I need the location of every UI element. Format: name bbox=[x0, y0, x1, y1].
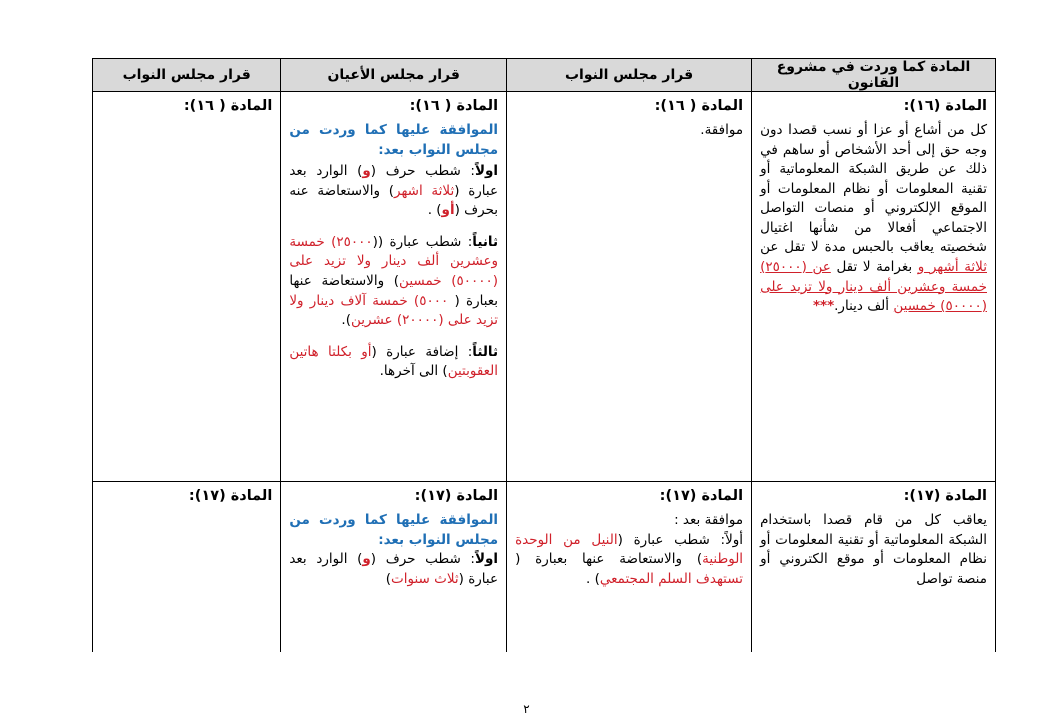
table-header-row bbox=[93, 59, 996, 92]
amendment-first: اولاً: شطب حرف (و) الوارد بعد عبارة (ثلاثة اشهر) والاستعاضة عنه بحرف (أو) . bbox=[289, 163, 499, 219]
header-senate-decision: قرار مجلس الأعيان bbox=[281, 59, 507, 92]
article-heading: المادة (١٧): bbox=[903, 488, 987, 504]
header-law-article: المادة كما وردت في مشروع القانون bbox=[752, 59, 996, 92]
cell-house-article-16 bbox=[507, 92, 752, 482]
agreement-text: الموافقة عليها كما وردت من مجلس النواب بعد: bbox=[289, 122, 499, 158]
article-heading: المادة (١٧): bbox=[414, 488, 499, 504]
cell-house-final-article-16 bbox=[93, 92, 281, 482]
cell-house-final-article-17 bbox=[93, 482, 281, 653]
table-row-article-16 bbox=[93, 92, 996, 482]
amendment-second: ثانياً: شطب عبارة ((٢٥٠٠٠) خمسة وعشرين ألف دينار ولا تزيد على (٥٠٠٠٠) خمسين) والاستعاضة عنها بعبارة ( ٥٠٠٠) خمسة آلاف دينار ولا تزيد على (٢٠٠٠٠) عشرين). bbox=[289, 233, 499, 329]
article-heading: المادة ( ١٦): bbox=[409, 98, 499, 114]
article-heading: المادة (١٧): bbox=[188, 488, 273, 504]
comparison-table bbox=[92, 58, 996, 652]
cell-senate-article-16 bbox=[281, 92, 507, 482]
header-house-final-decision: قرار مجلس النواب bbox=[93, 59, 281, 92]
article-heading: المادة (١٦): bbox=[903, 98, 987, 114]
cell-senate-article-17 bbox=[281, 482, 507, 653]
table-row-article-17 bbox=[93, 482, 996, 653]
article-heading: المادة ( ١٦): bbox=[183, 98, 273, 114]
cell-law-article-16 bbox=[752, 92, 996, 482]
page-number: ٢ bbox=[523, 702, 530, 716]
amendment-first: اولاً: شطب حرف (و) الوارد بعد عبارة (ثلاث سنوات) bbox=[289, 551, 499, 587]
cell-law-article-17 bbox=[752, 482, 996, 653]
amendment-first: أولاً: شطب عبارة (النيل من الوحدة الوطنية) والاستعاضة عنها بعبارة ( تستهدف السلم المجتمعي) . bbox=[515, 531, 744, 587]
amendment-third: ثالثاً: إضافة عبارة (أو بكلتا هاتين العقوبتين) الى آخرها. bbox=[289, 343, 499, 380]
article-text: يعاقب كل من قام قصدا باستخدام الشبكة المعلوماتية أو تقنية المعلومات أو نظام المعلومات أو موقع الكتروني أو منصة تواصل bbox=[760, 512, 987, 587]
header-house-decision: قرار مجلس النواب bbox=[507, 59, 752, 92]
agreement-text: الموافقة عليها كما وردت من مجلس النواب بعد: bbox=[289, 512, 499, 548]
decision-text: موافقة. bbox=[700, 122, 744, 139]
cell-house-article-17 bbox=[507, 482, 752, 653]
article-text: كل من أشاع أو عزا أو نسب قصدا دون وجه حق إلى أحد الأشخاص أو ساهم في ذلك عن طريق الشبكة المعلوماتية أو تقنية المعلومات أو نظام المعلومات أو الموقع الإلكتروني أو منصات التواصل الاجتماعي أفعالا من شأنها اغتيال شخصيته يعاقب بالحبس مدة لا تقل عن ثلاثة أشهر و بغرامة لا تقل عن (٢٥٠٠٠) خمسة وعشرين ألف دينار ولا تزيد على (٥٠٠٠٠) خمسين ألف دينار.*** bbox=[760, 122, 987, 315]
article-heading: المادة ( ١٦): bbox=[654, 98, 744, 114]
agreement-text: موافقة بعد : bbox=[674, 512, 744, 529]
article-heading: المادة (١٧): bbox=[659, 488, 744, 504]
